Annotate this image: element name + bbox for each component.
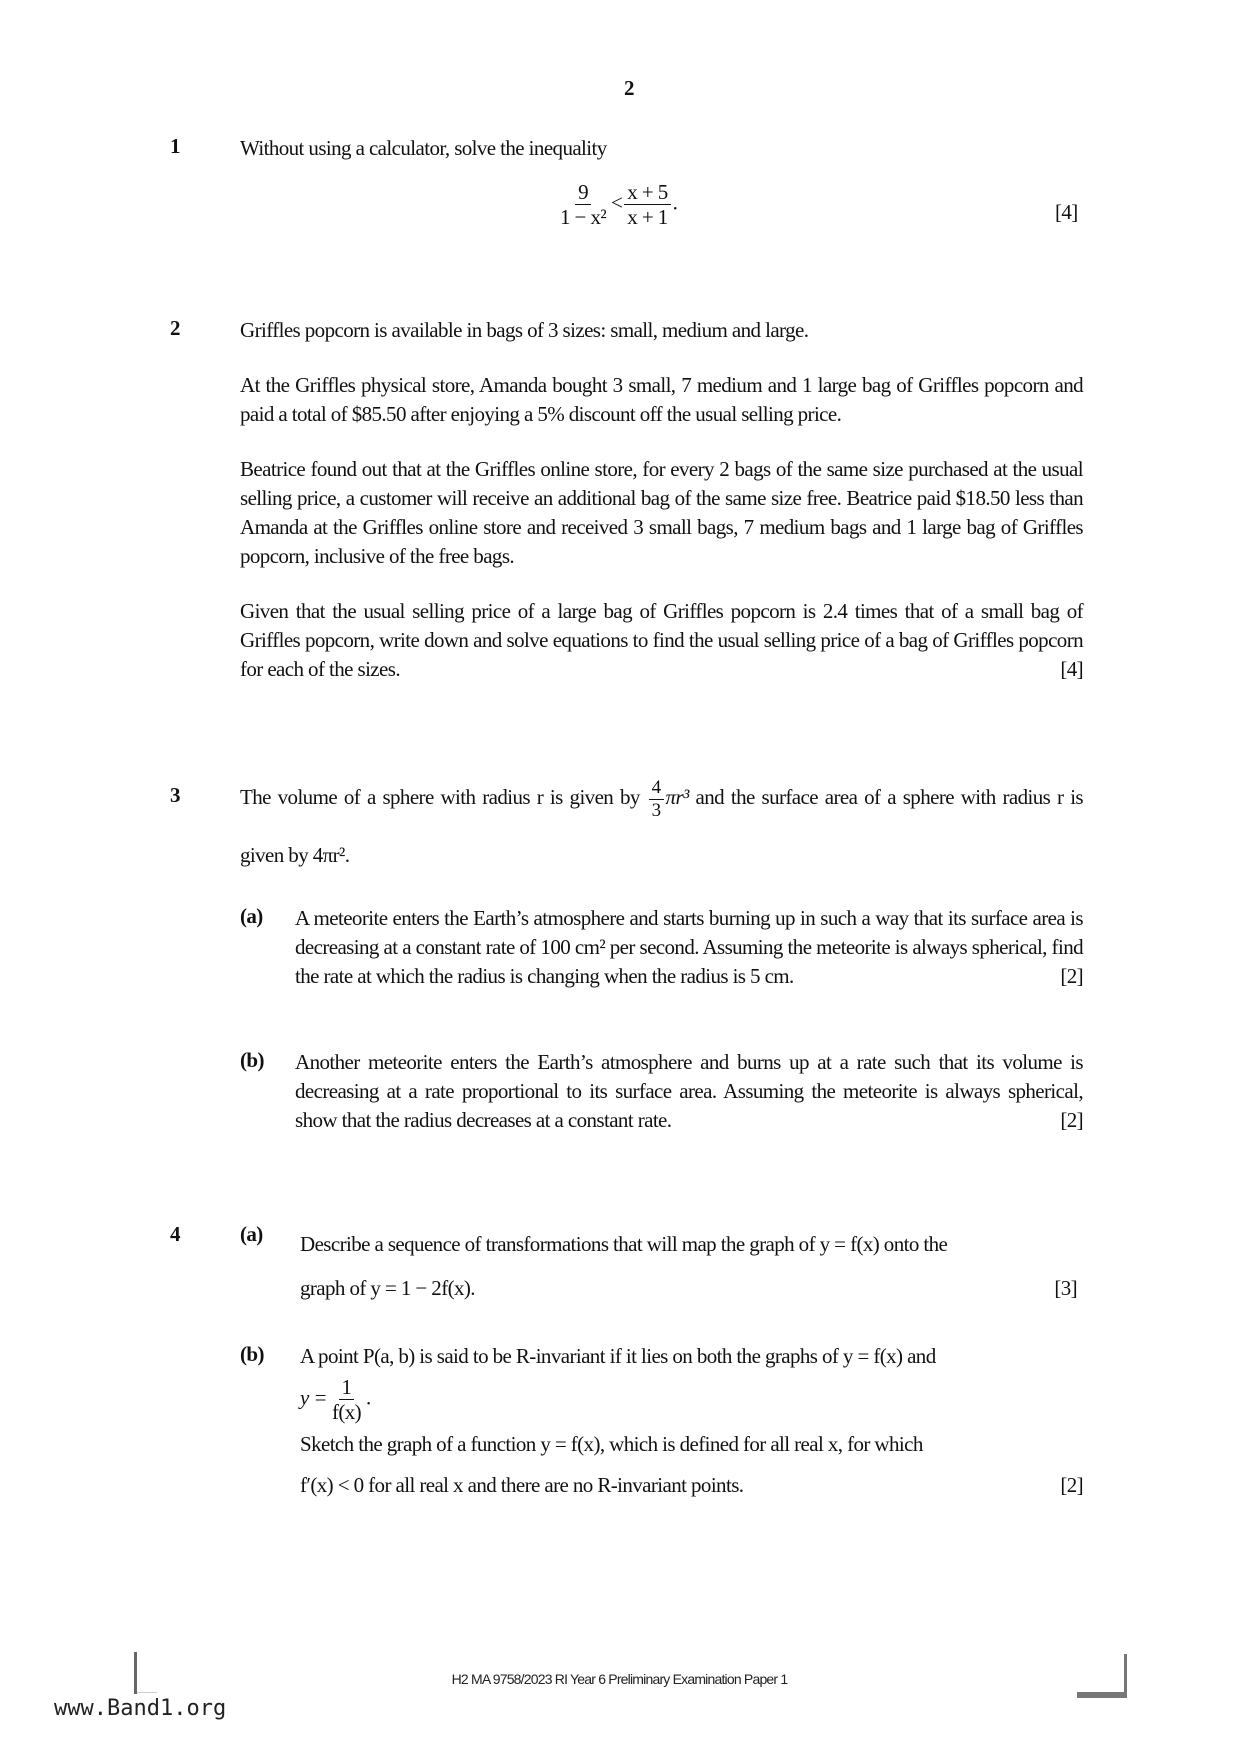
lhs-numerator: 9 xyxy=(575,180,591,205)
part-3b-label: (b) xyxy=(240,1048,264,1072)
paragraph xyxy=(240,597,1083,684)
intro-text: and the surface area of a sphere with radius r is given by 4πr². xyxy=(240,785,1084,867)
line: Describe a sequence of transformations that will map the graph of y = f(x) onto the xyxy=(300,1232,948,1256)
part-4b-marks: [2] xyxy=(1060,1473,1083,1498)
equation-numerator: 1 xyxy=(339,1375,355,1400)
paragraph: At the Griffles physical store, Amanda bought 3 small, 7 medium and 1 large bag of Griffles popcorn and paid a total of $85.50 after enjoying a 5% discount off the usual selling price. xyxy=(240,373,1083,426)
operator: < xyxy=(611,190,623,215)
question-1-text: Without using a calculator, solve the inequality xyxy=(240,136,607,160)
line: Sketch the graph of a function y = f(x), which is defined for all real x, for which xyxy=(300,1432,923,1457)
part-4a-label: (a) xyxy=(240,1222,263,1246)
question-1-inequality: $\frac{9}{\text{1 − x²}}$ < $\frac{x + 5}{x + 1}$ . xyxy=(555,180,677,229)
volume-expression: πr³ xyxy=(665,785,689,809)
part-3b-marks: [2] xyxy=(1060,1108,1083,1132)
line: graph of y = 1 − 2f(x). xyxy=(300,1276,475,1300)
part-3a-marks: [2] xyxy=(1060,964,1083,988)
part-4b-text: A point P(a, b) is said to be R-invariant if it lies on both the graphs of y = f(x) and y = $\frac{1}{f(x)}$ . Sketch the graph of a function y = f(x), which is defined for all real x, for which f′(x) < 0 for all real x and there are no R-invariant points. [2] xyxy=(300,1342,1083,1500)
question-4-number: 4 xyxy=(170,1222,180,1246)
footer: H2 MA 9758/2023 RI Year 6 Preliminary Examination Paper 1 xyxy=(451,1671,788,1687)
part-3b-text xyxy=(295,1048,1083,1135)
question-2-marks: [4] xyxy=(1060,657,1083,681)
line: f′(x) < 0 for all real x and there are no R-invariant points. xyxy=(300,1473,744,1498)
question-1-number: 1 xyxy=(170,134,180,158)
crop-mark-left-base xyxy=(137,1692,157,1693)
volume-denominator: 3 xyxy=(651,799,661,821)
rhs-denominator: x + 1 xyxy=(627,205,668,230)
question-3-intro xyxy=(240,768,1083,884)
line: A point P(a, b) is said to be R-invariant if it lies on both the graphs of y = f(x) and xyxy=(300,1344,936,1368)
lhs-denominator: 1 − x² xyxy=(560,205,607,230)
paragraph-text: Given that the usual selling price of a large bag of Griffles popcorn is 2.4 times that of a small bag of Griffles popcorn, write down and solve equations to find the usual selling price of a bag of Griffles popcorn for each of the sizes. xyxy=(240,599,1083,681)
part-text: A meteorite enters the Earth’s atmosphere and starts burning up in such a way that its surface area is decreasing at a constant rate of 100 cm² per second. Assuming the meteorite is always spherical, find the rate at which the radius is changing when the radius is 5 cm. xyxy=(295,906,1083,988)
rhs-numerator: x + 5 xyxy=(624,180,670,205)
paragraph: Griffles popcorn is available in bags of 3 sizes: small, medium and large. xyxy=(240,318,809,342)
paragraph: Beatrice found out that at the Griffles online store, for every 2 bags of the same size purchased at the usual selling price, a customer will receive an additional bag of the same size free. Beatrice paid $18.50 less than Amanda at the Griffles online store and received 3 small bags, 7 medium bags and 1 large bag of Griffles popcorn, inclusive of the free bags. xyxy=(240,457,1083,568)
crop-mark-right-base xyxy=(1077,1692,1127,1698)
part-3a-label: (a) xyxy=(240,904,263,928)
volume-numerator: 4 xyxy=(649,777,664,800)
question-2-number: 2 xyxy=(170,316,180,340)
part-4a-marks: [3] xyxy=(1054,1276,1077,1300)
question-2-body xyxy=(240,316,1083,684)
intro-text: The volume of a sphere with radius r is given by xyxy=(240,785,640,809)
page-number: 2 xyxy=(624,76,634,100)
part-4b-label: (b) xyxy=(240,1342,264,1366)
equation-lhs: y = xyxy=(300,1385,327,1410)
part-4a-text xyxy=(300,1222,1077,1310)
equation-denominator: f(x) xyxy=(331,1400,362,1425)
part-text: Another meteorite enters the Earth’s atmosphere and burns up at a rate such that its volume is decreasing at a rate proportional to its surface area. Assuming the meteorite is always spherical, show that the radius decreases at a constant rate. xyxy=(295,1050,1083,1132)
question-1-marks: [4] xyxy=(1055,200,1078,224)
part-3a-text xyxy=(295,904,1083,991)
question-3-number: 3 xyxy=(170,783,180,807)
watermark: www.Band1.org xyxy=(54,1696,227,1721)
